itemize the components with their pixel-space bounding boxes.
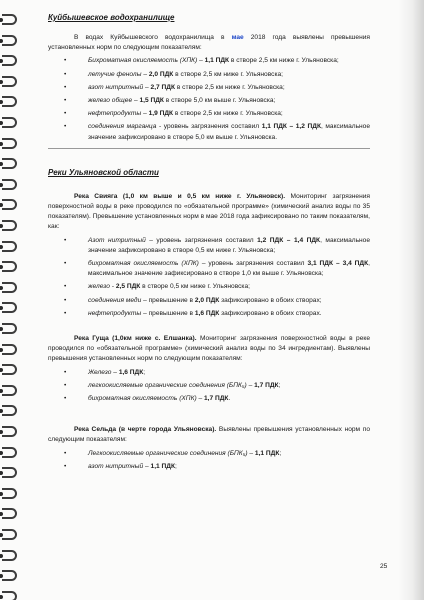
page-shadow — [398, 0, 424, 600]
binder-rings — [0, 0, 22, 600]
list-item — [48, 56, 370, 66]
selda-paragraph — [48, 425, 370, 445]
reservoir-intro — [48, 33, 370, 53]
binder-ring — [2, 282, 17, 293]
binder-ring — [2, 550, 17, 561]
item-substance: железо общее — [88, 97, 133, 105]
binder-ring — [2, 199, 17, 210]
list-item — [48, 122, 370, 142]
item-connector: – уровень загрязнения составил — [145, 236, 258, 244]
sviyaga-text: Мониторинг загрязнения поверхностной воды в реке проводился по «обязательной программе» (химический анализ воды по 35 показателям). Превышение установленных норм в мае 2018 года зафиксировано по таким показателям, как: — [48, 192, 370, 231]
sviyaga-paragraph — [48, 192, 370, 233]
binder-ring — [2, 447, 17, 458]
item-location: в створе 2,5 км ниже г. Ульяновска; — [229, 57, 339, 65]
item-value: 2,0 ПДК — [148, 70, 174, 78]
item-connector: – — [141, 110, 149, 118]
item-connector: – — [197, 57, 205, 65]
item-value: 1,1 ПДК – 1,2 ПДК — [261, 123, 321, 131]
item-value: 1,5 ПДК — [139, 97, 164, 105]
list-item — [48, 83, 370, 93]
binder-ring — [2, 261, 17, 272]
item-location: , максимальное значение зафиксировано в створе 5,0 км выше г. Ульяновска. — [88, 123, 370, 141]
intro-month: мае — [231, 34, 244, 41]
binder-ring — [2, 76, 17, 87]
item-location: ; — [175, 462, 177, 470]
item-substance: азот нитритный — [88, 83, 144, 91]
section-title-reservoir: Куйбышевское водохранилище — [48, 13, 175, 22]
section-divider — [48, 148, 370, 149]
binder-ring — [2, 158, 17, 169]
selda-pollutant-list — [48, 449, 370, 472]
binder-ring — [2, 344, 17, 355]
binder-ring — [2, 241, 17, 252]
item-value: 1,2 ПДК – 1,4 ПДК — [257, 236, 321, 244]
binder-ring — [2, 302, 17, 313]
list-item — [48, 109, 370, 119]
item-connector: – превышение в — [141, 296, 195, 304]
binder-ring — [2, 179, 17, 190]
item-substance: Железо — [88, 368, 112, 376]
sviyaga-title: Река Свияга (1,0 км выше и 0,5 км ниже г. Ульяновск). — [74, 192, 286, 200]
list-item — [48, 381, 370, 391]
section-title-rivers: Реки Ульяновской области — [48, 167, 159, 177]
item-location: в створе 2,5 км ниже г. Ульяновска; — [175, 83, 285, 91]
item-connector: – — [111, 368, 119, 376]
item-value: 1,1 ПДК — [254, 449, 280, 457]
list-item — [48, 282, 370, 292]
gusha-paragraph — [48, 334, 370, 365]
item-location: в створе 0,5 км ниже г. Ульяновска; — [140, 283, 250, 291]
binder-ring — [2, 220, 17, 231]
item-value: 2,5 ПДК — [115, 283, 141, 291]
item-value: 1,6 ПДК — [194, 309, 220, 317]
item-substance: летучие фенолы — [88, 70, 142, 78]
binder-ring — [2, 467, 17, 478]
binder-ring — [2, 96, 17, 107]
item-substance: легкоокисляемые органические соединения (БПК₅) — [88, 381, 247, 389]
item-connector: – — [132, 97, 140, 105]
item-substance: соединения марганца — [88, 123, 157, 131]
reservoir-pollutant-list — [48, 56, 370, 142]
item-substance: азот нитритный — [88, 462, 144, 470]
binder-ring — [2, 35, 17, 46]
list-item — [48, 462, 370, 472]
item-value: 2,7 ПДК — [150, 83, 176, 91]
item-location: зафиксировано в обоих створах; — [219, 296, 322, 304]
list-item — [48, 296, 370, 306]
item-connector: – — [246, 381, 255, 389]
item-location: зафиксировано в обоих створах. — [219, 309, 322, 317]
binder-ring — [2, 117, 17, 128]
intro-part-a: В водах Куйбышевского водохранилища в — [74, 34, 232, 41]
binder-ring — [2, 14, 17, 25]
gusha-pollutant-list — [48, 368, 370, 405]
item-substance: соединения меди — [88, 296, 142, 304]
item-connector: – — [247, 449, 255, 457]
page-content — [48, 12, 370, 475]
item-substance: Бихроматная окисляемость (ХПК) — [88, 57, 198, 65]
item-location: , максимальное значение зафиксировано в створе 0,5 км ниже г. Ульяновска; — [88, 236, 371, 254]
intro-part-b: 2018 года выявлены превышения установленных норм по следующим показателям: — [48, 34, 370, 52]
binder-ring — [2, 138, 17, 149]
binder-ring — [2, 55, 17, 66]
item-location: ; — [278, 381, 281, 389]
item-substance: бихроматная окисляемость (ХПК) — [88, 395, 197, 403]
list-item — [48, 394, 370, 404]
list-item — [48, 368, 370, 378]
item-location: , максимальное значение зафиксировано в створе 1,0 км выше г. Ульяновска; — [88, 260, 370, 278]
item-substance: нефтепродукты — [88, 110, 142, 118]
binder-ring — [2, 364, 17, 375]
list-item — [48, 259, 370, 279]
list-item — [48, 70, 370, 80]
item-substance: железо - — [88, 283, 116, 291]
item-substance: Легкоокисляемые органические соединения (БПК₅) — [88, 449, 248, 457]
item-value: 1,1 ПДК — [150, 462, 176, 470]
item-location: в створе 2,5 км ниже г. Ульяновска; — [173, 110, 283, 118]
item-substance: нефтепродукты — [88, 309, 142, 317]
binder-ring — [2, 426, 17, 437]
list-item — [48, 449, 370, 459]
item-value: 1,9 ПДК — [148, 110, 174, 118]
binder-ring — [2, 405, 17, 416]
binder-ring — [2, 488, 17, 499]
item-substance: бихроматная окисляемость (ХПК) — [88, 260, 199, 268]
item-connector: – — [143, 462, 151, 470]
binder-ring — [2, 508, 17, 519]
selda-title: Река Сельда (в черте города Ульяновска). — [74, 426, 217, 434]
sviyaga-pollutant-list — [48, 236, 370, 319]
item-value: 2,0 ПДК — [194, 296, 220, 304]
item-value: 1,7 ПДК — [204, 395, 229, 403]
item-value: 3,1 ПДК – 3,4 ПДК — [307, 260, 369, 268]
list-item — [48, 96, 370, 106]
item-value: 1,6 ПДК — [118, 368, 144, 376]
selda-text: Выявлены превышения установленных норм по следующим показателям: — [48, 426, 370, 444]
list-item — [48, 309, 370, 319]
binder-ring — [2, 591, 17, 600]
list-item — [48, 236, 370, 256]
item-connector: – уровень загрязнения составил — [198, 260, 308, 268]
binder-ring — [2, 529, 17, 540]
binder-ring — [2, 385, 17, 396]
item-connector: – — [196, 395, 204, 403]
binder-ring — [2, 323, 17, 334]
item-location: в створе 2,5 км ниже г. Ульяновска; — [173, 70, 283, 78]
gusha-title: Река Гуща (1,0км ниже с. Елшанка). — [74, 335, 197, 343]
item-location: ; — [143, 368, 146, 376]
page-number: 25 — [380, 563, 388, 570]
item-connector: – — [141, 70, 149, 78]
item-value: 1,1 ПДК — [204, 57, 230, 65]
item-connector: - уровень загрязнения составил — [156, 123, 262, 131]
item-connector: – превышение в — [141, 309, 195, 317]
item-substance: Азот нитритный — [88, 236, 146, 244]
item-location: ; — [279, 449, 282, 457]
gusha-text: Мониторинг загрязнения поверхностной воды в реке проводился по «обязательной программе» (химический анализ воды по 34 ингредиентам). Выявлены превышения установленных норм по следующим показателям: — [48, 335, 370, 363]
item-location: в створе 5,0 км выше г. Ульяновска; — [163, 97, 276, 105]
item-value: 1,7 ПДК — [254, 381, 279, 389]
binder-ring — [2, 570, 17, 581]
item-location: . — [228, 395, 231, 403]
item-connector: – — [143, 83, 151, 91]
